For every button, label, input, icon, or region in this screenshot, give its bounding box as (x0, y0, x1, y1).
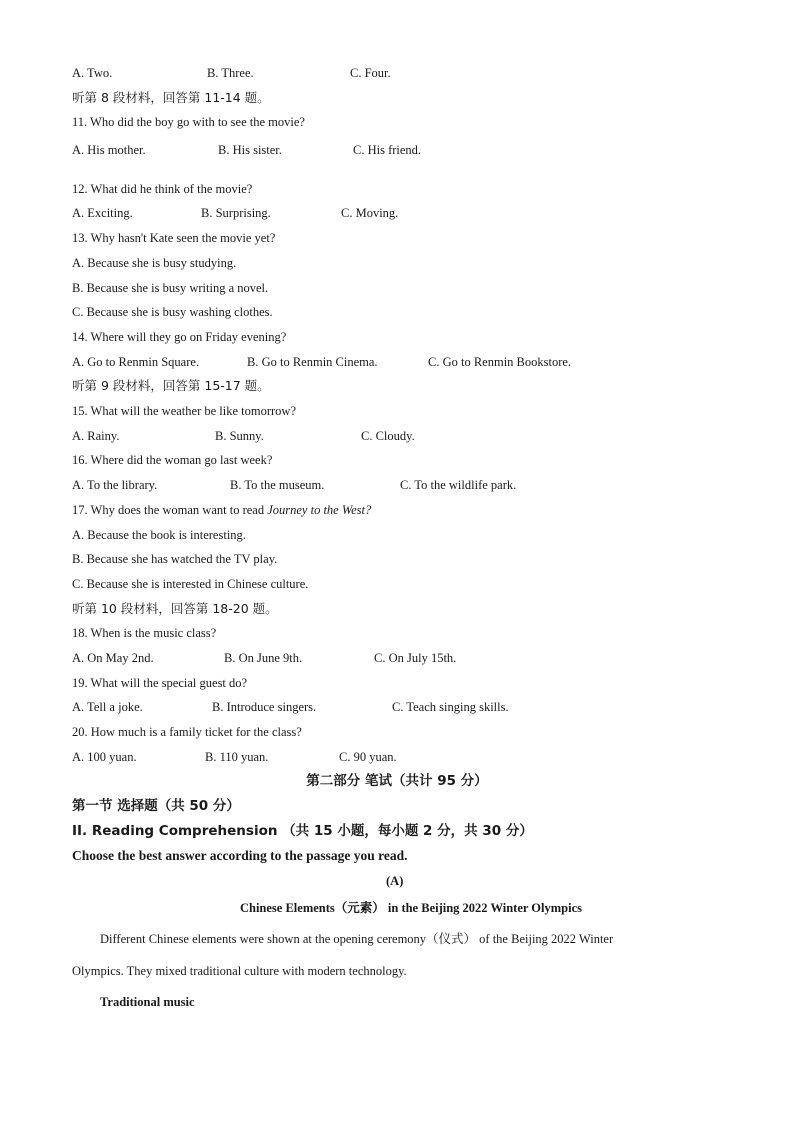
q17-option-b: B. Because she has watched the TV play. (72, 552, 278, 566)
q13-option-b: B. Because she is busy writing a novel. (72, 281, 269, 295)
q19-option-a: A. Tell a joke. (72, 700, 143, 714)
q19-option-b: B. Introduce singers. (212, 700, 317, 714)
section-10-instruction: 听第 10 段材料，回答第 18-20 题。 (72, 601, 278, 616)
exam-page: A. Two. B. Three. C. Four. 听第 8 段材料，回答第 11-14 题。 11. Who did the boy go with to see the movie? A. His mother. B. His sister. C. His friend. 12. What did he think of the movie? A. Exciting. B. Surprising. C. Moving. 13. Why hasn't Kate seen the movie yet? A. Because she is busy studying. B. Because she is busy writing a novel. C. Because she is busy washing clothes. 14. Where will they go on Friday evening? A. Go to Renmin Square. B. Go to Renmin Cinema. C. Go to Renmin Bookstore. 听第 9 段材料，回答第 15-17 题。 15. What will the weather be like tomorrow? A. Rainy. B. Sunny. C. Cloudy. 16. Where did the woman go last week? A. To the library. B. To the museum. C. To the wildlife park. 17. Why does the woman want to read Journey to the West? A. Because the book is interesting. B. Because she has watched the TV play. C. Because she is interested in Chinese culture. 听第 10 段材料，回答第 18-20 题。 18. When is the music class? A. On May 2nd. B. On June 9th. C. On July 15th. 19. What will the special guest do? A. Tell a joke. B. Introduce singers. C. Teach singing skills. 20. How much is a family ticket for the class? A. 100 yuan. B. 110 yuan. C. 90 yuan. 第二部分 笔试（共计 95 分） 第一节 选择题（共 50 分） II. Reading Comprehension （共 15 小题，每小题 2 分，共 30 分） Choose the best answer according to the passage you read. (A) Chinese Elements（元素） in the Beijing 2022 Winter Olympics Different Chinese elements were shown at the opening ceremony（仪式） of the Beijing 2022 Winter Olympics. They mixed traditional culture with modern technology. Traditional music (0, 0, 794, 1123)
q15-option-b: B. Sunny. (215, 429, 264, 443)
q10-option-c: C. Four. (350, 66, 391, 80)
q20-option-a: A. 100 yuan. (72, 750, 137, 764)
q12-option-a: A. Exciting. (72, 206, 133, 220)
q17-option-c: C. Because she is interested in Chinese culture. (72, 577, 309, 591)
section-9-instruction: 听第 9 段材料，回答第 15-17 题。 (72, 378, 270, 393)
q13-option-a: A. Because she is busy studying. (72, 256, 237, 270)
q12-text: 12. What did he think of the movie? (72, 182, 253, 196)
q10-option-a: A. Two. (72, 66, 113, 80)
q11-option-c: C. His friend. (353, 143, 422, 157)
q13-option-c: C. Because she is busy washing clothes. (72, 305, 273, 319)
q12-option-b: B. Surprising. (201, 206, 271, 220)
paragraph-1-line-1: Different Chinese elements were shown at the opening ceremony（仪式） of the Beijing 2022 Winter (100, 932, 614, 946)
q17-text (72, 502, 371, 518)
q14-option-b: B. Go to Renmin Cinema. (247, 355, 378, 369)
q17-option-a: A. Because the book is interesting. (72, 528, 246, 542)
section-8-instruction: 听第 8 段材料，回答第 11-14 题。 (72, 90, 270, 105)
passage-title: Chinese Elements（元素） in the Beijing 2022 Winter Olympics (239, 901, 583, 915)
q20-option-c: C. 90 yuan. (339, 750, 397, 764)
q16-option-c: C. To the wildlife park. (400, 478, 517, 492)
q20-option-b: B. 110 yuan. (205, 750, 269, 764)
q16-option-b: B. To the museum. (230, 478, 325, 492)
q11-text: 11. Who did the boy go with to see the movie? (72, 115, 305, 129)
q18-option-a: A. On May 2nd. (72, 651, 154, 665)
q16-text: 16. Where did the woman go last week? (72, 453, 273, 467)
q15-text: 15. What will the weather be like tomorrow? (72, 404, 297, 418)
q20-text: 20. How much is a family ticket for the class? (72, 725, 302, 739)
q19-option-c: C. Teach singing skills. (392, 700, 509, 714)
reading-instruction: Choose the best answer according to the passage you read. (72, 848, 408, 863)
q14-option-a: A. Go to Renmin Square. (72, 355, 200, 369)
q10-option-b: B. Three. (207, 66, 254, 80)
q16-option-a: A. To the library. (72, 478, 158, 492)
part-2-title: 第二部分 笔试（共计 95 分） (306, 773, 488, 789)
q17-text-prefix: 17. Why does the woman want to read (72, 503, 268, 517)
q17-book-title: Journey to the West? (267, 503, 372, 517)
q11-option-a: A. His mother. (72, 143, 146, 157)
subheading-traditional-music: Traditional music (100, 995, 195, 1009)
q13-text: 13. Why hasn't Kate seen the movie yet? (72, 231, 276, 245)
reading-comprehension-title: II. Reading Comprehension （共 15 小题，每小题 2 分，共 30 分） (72, 823, 533, 839)
q11-option-b: B. His sister. (218, 143, 282, 157)
q14-option-c: C. Go to Renmin Bookstore. (428, 355, 572, 369)
q18-option-b: B. On June 9th. (224, 651, 303, 665)
q18-option-c: C. On July 15th. (374, 651, 457, 665)
q15-option-a: A. Rainy. (72, 429, 120, 443)
q19-text: 19. What will the special guest do? (72, 676, 248, 690)
paragraph-1-line-2: Olympics. They mixed traditional culture with modern technology. (72, 964, 407, 978)
q12-option-c: C. Moving. (341, 206, 399, 220)
q14-text: 14. Where will they go on Friday evening? (72, 330, 287, 344)
q18-text: 18. When is the music class? (72, 626, 217, 640)
q15-option-c: C. Cloudy. (361, 429, 415, 443)
section-1-title: 第一节 选择题（共 50 分） (72, 798, 240, 814)
